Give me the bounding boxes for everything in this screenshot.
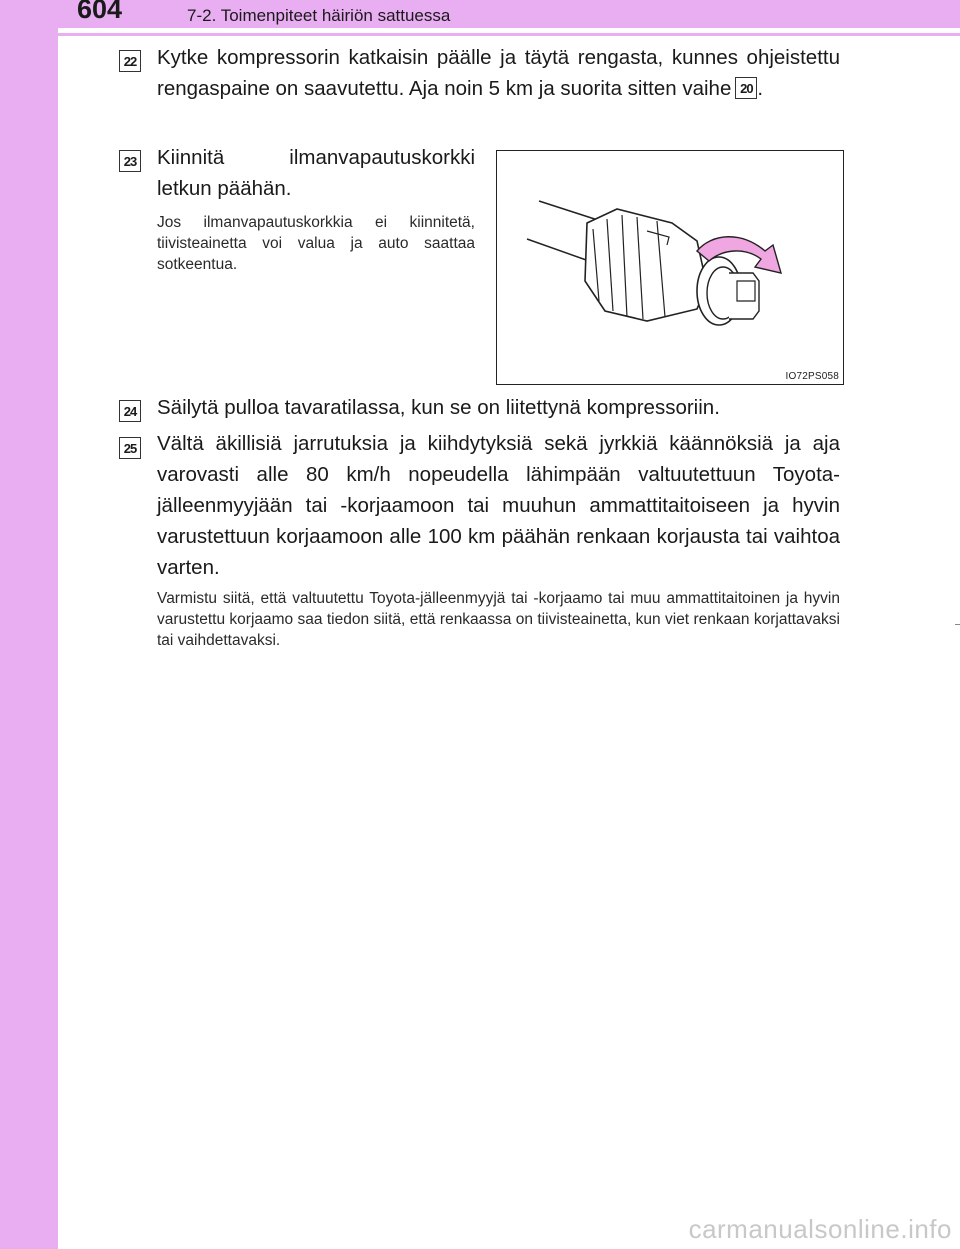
step-badge-23: 23	[119, 150, 141, 172]
step-ref-badge-20[interactable]: 20	[735, 77, 757, 99]
step-22-period: .	[757, 77, 764, 100]
step-24-text: Säilytä pulloa tavaratilassa, kun se on liitettynä kompressoriin.	[157, 396, 720, 419]
page-number: 604	[77, 0, 123, 24]
hose-cap-illustration	[496, 150, 844, 385]
header-rule	[0, 33, 960, 36]
step-23-text: Kiinnitä ilmanvapautuskorkki letkun päähän.	[157, 146, 475, 200]
header-band	[0, 0, 960, 28]
hose-cap-drawing	[497, 151, 845, 386]
watermark: carmanualsonline.info	[688, 1214, 952, 1244]
step-22-body: Kytke kompressorin katkaisin päälle ja täytä rengasta, kunnes ohjeistettu rengaspaine on saavutettu. Aja noin 5 km ja suorita sitten vaihe	[157, 46, 840, 100]
step-25-note: Varmistu siitä, että valtuutettu Toyota-jälleenmyyjä tai -korjaamo tai muu ammattitaitoinen ja hyvin varustettu korjaamo saa tiedon siitä, että renkaassa on tiivisteainetta, kun viet renkaan korjattavaksi tai vaihdettavaksi.	[157, 590, 840, 649]
figure-code: IO72PS058	[785, 371, 839, 382]
step-22-text	[157, 42, 840, 104]
margin-tick	[955, 624, 960, 625]
section-title: 7-2. Toimenpiteet häiriön sattuessa	[187, 6, 451, 25]
chapter-sidebar-band	[0, 0, 58, 1249]
step-badge-22: 22	[119, 50, 141, 72]
step-badge-24: 24	[119, 400, 141, 422]
step-23-note: Jos ilmanvapautuskorkkia ei kiinnitetä, tiivisteainetta voi valua ja auto saattaa sotkeentua.	[157, 214, 475, 273]
step-25-text: Vältä äkillisiä jarrutuksia ja kiihdytyksiä sekä jyrkkiä käännöksiä ja aja varovasti alle 80 km/h nopeudella lähimpään valtuutettuun Toyota-jälleenmyyjään tai -korjaamoon tai muuhun ammattitaitoiseen ja hyvin varustettuun korjaamoon alle 100 km päähän renkaan korjausta tai vaihtoa varten.	[157, 432, 840, 579]
step-badge-25: 25	[119, 437, 141, 459]
